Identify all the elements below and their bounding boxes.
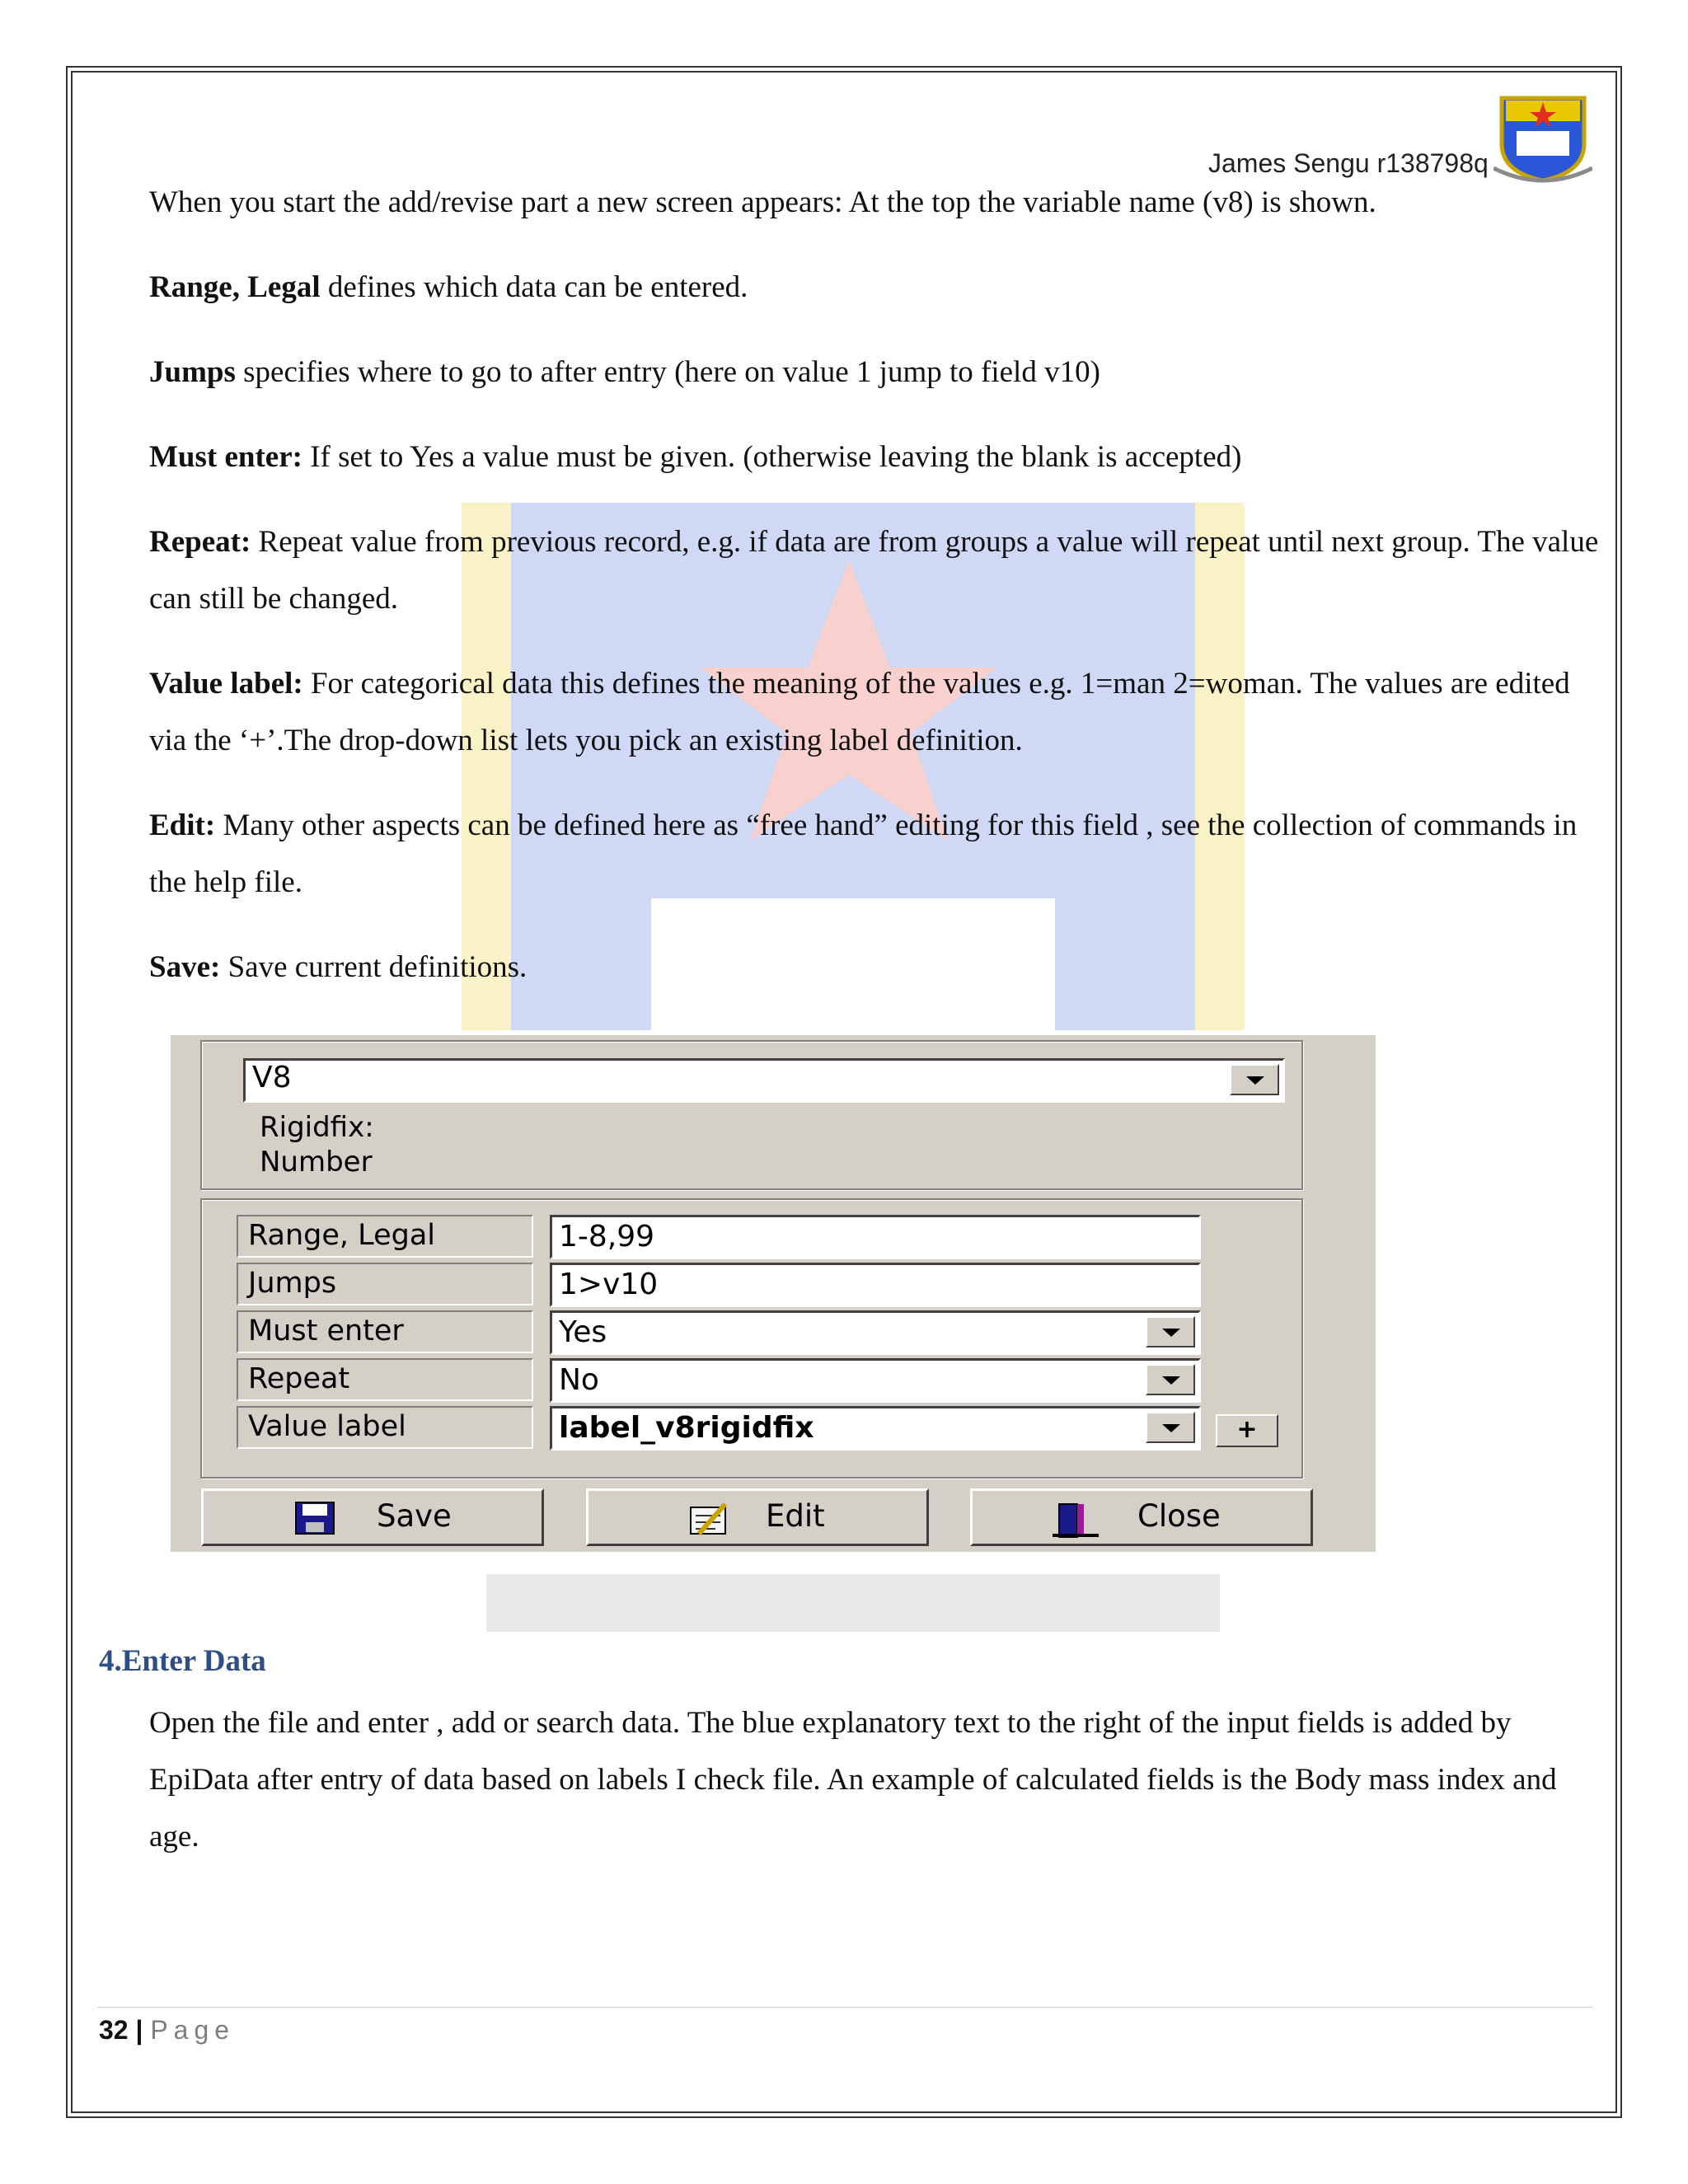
floppy-disk-icon [294,1501,335,1535]
paragraph-jumps-lead: Jumps [149,355,236,389]
paragraph-range-lead: Range, Legal [149,270,321,304]
paragraph-intro [149,174,1600,231]
paragraph-edit-text: Many other aspects can be defined here as “free hand” editing for this field , see the collection of commands in the help file. [149,808,1578,899]
repeat-value: No [559,1363,599,1397]
edit-button[interactable] [586,1488,929,1546]
chevron-down-icon[interactable] [1146,1412,1195,1443]
must-enter-select[interactable] [550,1310,1201,1355]
paragraph-repeat-lead: Repeat: [149,525,251,559]
variable-select[interactable] [243,1058,1285,1103]
chevron-down-icon[interactable] [1146,1316,1195,1347]
paragraph-save-lead: Save: [149,950,221,984]
field-definition-dialog [171,1035,1376,1552]
must-enter-value: Yes [559,1315,607,1349]
paragraph-repeat-text: Repeat value from previous record, e.g. if data are from groups a value will repeat until next group. The value can still be changed. [149,525,1599,616]
page-word: Page [150,2015,236,2045]
paragraph-must-enter [149,429,1600,485]
close-button-label: Close [1137,1498,1221,1534]
row-label-must-enter: Must enter [237,1310,533,1353]
page-separator: | [135,2015,143,2045]
value-label-value: label_v8rigidfix [559,1411,814,1445]
paragraph-repeat [149,513,1600,627]
value-label-select[interactable] [550,1406,1201,1451]
paragraph-value-label-text: For categorical data this defines the meaning of the values e.g. 1=man 2=woman. The values are edited via the ‘+’.The drop-down list lets you pick an existing label definition. [149,667,1570,757]
header-author: James Sengu r138798q [1208,148,1489,178]
paragraph-must-enter-lead: Must enter: [149,440,302,474]
variable-info-line2: Number [260,1146,373,1179]
footer-divider [97,2007,1593,2008]
paragraph-jumps-text: specifies where to go to after entry (here on value 1 jump to field v10) [235,355,1100,389]
paragraph-save [149,939,1600,996]
variable-select-value: V8 [252,1061,292,1094]
paragraph-edit [149,797,1600,911]
row-label-repeat: Repeat [237,1358,533,1401]
repeat-select[interactable] [550,1358,1201,1403]
paragraph-edit-lead: Edit: [149,808,216,842]
section-heading: 4.Enter Data [99,1644,266,1678]
range-legal-input[interactable]: 1-8,99 [550,1215,1201,1259]
university-crest-icon [1493,94,1592,185]
paragraph-value-label-lead: Value label: [149,667,303,701]
exit-door-icon [1051,1501,1100,1539]
jumps-input[interactable]: 1>v10 [550,1263,1201,1307]
paragraph-save-text: Save current definitions. [220,950,528,984]
save-button[interactable] [201,1488,544,1546]
row-label-range: Range, Legal [237,1215,533,1258]
paragraph-jumps [149,344,1600,401]
edit-button-label: Edit [766,1498,825,1534]
paragraph-range [149,259,1600,316]
chevron-down-icon[interactable] [1230,1064,1279,1095]
paragraph-intro-text: When you start the add/revise part a new screen appears: At the top the variable name (v8) is shown. [149,185,1376,219]
paragraph-enter-data: Open the file and enter , add or search data. The blue explanatory text to the right of the input fields is added by EpiData after entry of data based on labels I check file. An example of calculated fields is the Body mass index and age. [149,1706,1557,1854]
close-button[interactable] [970,1488,1313,1546]
page-footer [99,2015,235,2046]
paragraph-range-text: defines which data can be entered. [320,270,748,304]
notepad-edit-icon [687,1501,730,1537]
page-number: 32 [99,2015,129,2045]
row-label-value-label: Value label [237,1406,533,1449]
save-button-label: Save [377,1498,452,1534]
paragraph-value-label [149,655,1600,769]
row-label-jumps: Jumps [237,1263,533,1305]
chevron-down-icon[interactable] [1146,1364,1195,1395]
variable-info-line1: Rigidfix: [260,1111,374,1144]
paragraph-must-enter-text: If set to Yes a value must be given. (otherwise leaving the blank is accepted) [302,440,1242,474]
add-value-label-button[interactable]: + [1216,1414,1278,1447]
